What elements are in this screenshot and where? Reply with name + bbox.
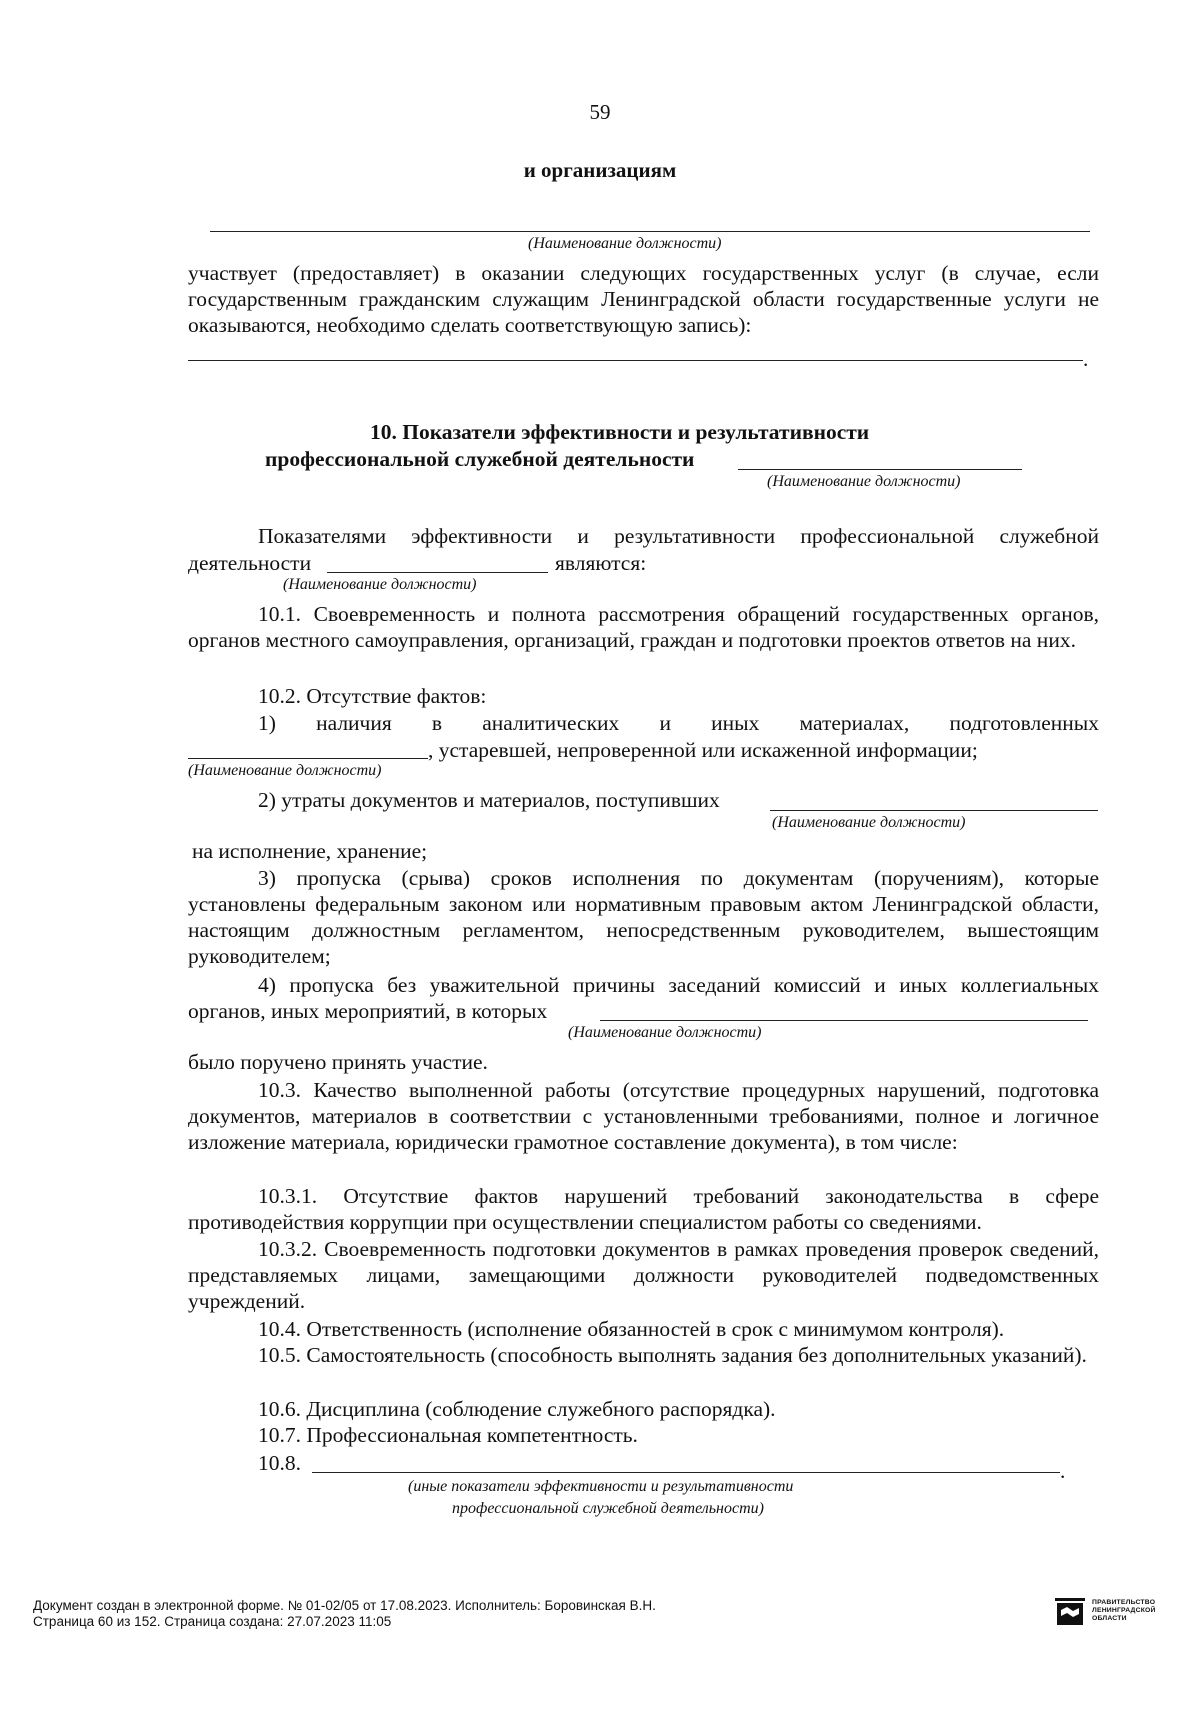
item-10-5: 10.5. Самостоятельность (способность выполнять задания без дополнительных указаний). bbox=[258, 1343, 1087, 1367]
section-10-title: 10. Показатели эффективности и результативности bbox=[370, 420, 870, 444]
caption-other-indicators: (иные показатели эффективности и результативности bbox=[408, 1478, 794, 1495]
period: . bbox=[1060, 1459, 1066, 1483]
intro-line-2a: деятельности bbox=[188, 551, 312, 575]
caption-position-name: (Наименование должности) bbox=[188, 762, 382, 779]
footer-line-1: Документ создан в электронной форме. № 01-02/05 от 17.08.2023. Исполнитель: Боровинская В.Н. bbox=[33, 1598, 656, 1613]
caption-position-name: (Наименование должности) bbox=[767, 473, 961, 490]
fill-line bbox=[210, 231, 1090, 232]
item-10-3: 10.3. Качество выполненной работы (отсутствие процедурных нарушений, подготовка документов, материалов в соответствии с установленными требованиями, полное и логичное изложение материала, юридически грамотное составление документа), в том числе: bbox=[188, 1078, 1099, 1154]
fill-line bbox=[738, 469, 1022, 470]
caption-position-name: (Наименование должности) bbox=[528, 235, 722, 252]
footer-line-2: Страница 60 из 152. Страница создана: 27.07.2023 11:05 bbox=[33, 1614, 392, 1629]
government-emblem-icon bbox=[1055, 1598, 1085, 1626]
services-paragraph: участвует (предоставляет) в оказании следующих государственных услуг (в случае, если государственным гражданским служащим Ленинградской области государственные услуги не оказываются, необходимо сделать соответствующую запись): bbox=[188, 261, 1099, 337]
document-footer bbox=[33, 1598, 656, 1630]
fill-line bbox=[312, 1472, 1060, 1473]
item-10-3-2: 10.3.2. Своевременность подготовки документов в рамках проведения проверок сведений, представляемых лицами, замещающими должности руководителей подведомственных учреждений. bbox=[188, 1237, 1099, 1313]
fill-line bbox=[188, 360, 1083, 361]
fill-line bbox=[188, 758, 428, 759]
caption-position-name: (Наименование должности) bbox=[772, 814, 966, 831]
item-10-2-2: 2) утраты документов и материалов, поступивших bbox=[258, 788, 720, 812]
item-10-1: 10.1. Своевременность и полнота рассмотрения обращений государственных органов, органов местного самоуправления, организаций, граждан и подготовки проектов ответов на них. bbox=[188, 602, 1099, 652]
item-10-8: 10.8. bbox=[258, 1451, 301, 1475]
section-heading-continuation: и организациям bbox=[523, 158, 677, 182]
item-10-7: 10.7. Профессиональная компетентность. bbox=[258, 1423, 638, 1447]
intro-line-2b: являются: bbox=[555, 551, 647, 575]
item-10-2-2-b: на исполнение, хранение; bbox=[192, 839, 428, 863]
section-10-title-cont: профессиональной служебной деятельности bbox=[265, 447, 695, 471]
item-10-2-4-a: 4) пропуска без уважительной причины заседаний комиссий и иных коллегиальных bbox=[258, 973, 1099, 997]
fill-line bbox=[770, 810, 1098, 811]
fill-line bbox=[600, 1020, 1088, 1021]
intro-line-1: Показателями эффективности и результативности профессиональной служебной bbox=[258, 524, 1099, 548]
caption-position-name: (Наименование должности) bbox=[568, 1024, 762, 1041]
period: . bbox=[1083, 347, 1089, 371]
caption-other-indicators-cont: профессиональной служебной деятельности) bbox=[452, 1500, 764, 1517]
item-10-4: 10.4. Ответственность (исполнение обязанностей в срок с минимумом контроля). bbox=[258, 1317, 1005, 1341]
item-10-2-3: 3) пропуска (срыва) сроков исполнения по документам (поручениям), которые установлены федеральным законом или нормативным правовым актом Ленинградской области, настоящим должностным регламентом, непосредственным руководителем, вышестоящим руководителем; bbox=[188, 866, 1099, 968]
item-10-6: 10.6. Дисциплина (соблюдение служебного распорядка). bbox=[258, 1397, 776, 1421]
government-label: ПРАВИТЕЛЬСТВО ЛЕНИНГРАДСКОЙ ОБЛАСТИ bbox=[1092, 1599, 1156, 1622]
item-10-2-1-a: 1) наличия в аналитических и иных материалах, подготовленных bbox=[258, 711, 1099, 735]
item-10-2-1-b: , устаревшей, непроверенной или искаженной информации; bbox=[428, 738, 978, 762]
caption-position-name: (Наименование должности) bbox=[283, 576, 477, 593]
item-10-2: 10.2. Отсутствие фактов: bbox=[258, 684, 487, 708]
fill-line bbox=[327, 572, 548, 573]
item-10-2-4-c: было поручено принять участие. bbox=[188, 1050, 488, 1074]
item-10-3-1: 10.3.1. Отсутствие фактов нарушений требований законодательства в сфере противодействия коррупции при осуществлении специалистом работы со сведениями. bbox=[188, 1184, 1099, 1234]
page-number: 59 bbox=[589, 100, 611, 124]
item-10-2-4-b: органов, иных мероприятий, в которых bbox=[188, 999, 548, 1023]
